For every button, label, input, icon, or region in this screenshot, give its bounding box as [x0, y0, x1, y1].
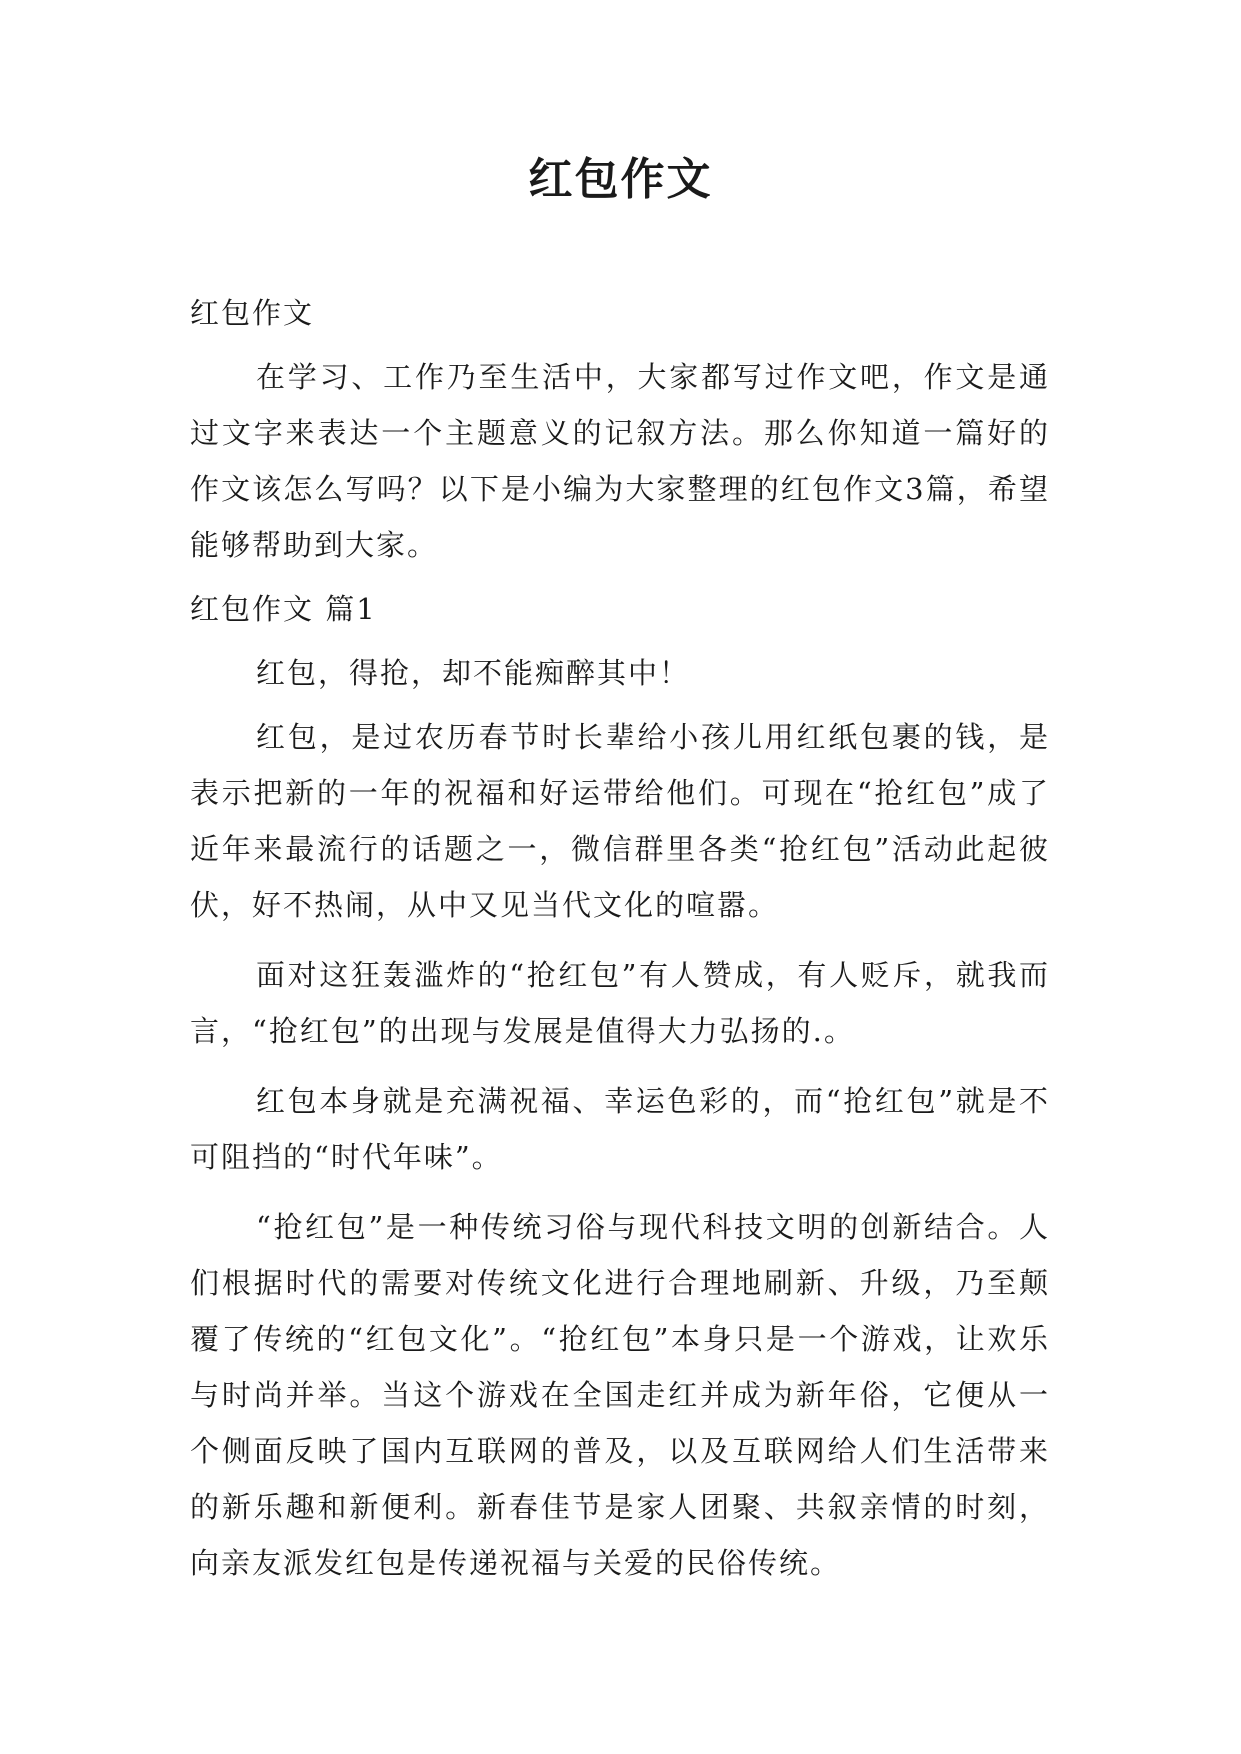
document-title: 红包作文 — [528, 154, 713, 205]
intro-paragraph: 在学习、工作乃至生活中，大家都写过作文吧，作文是通过文字来表达一个主题意义的记叙方法。那么你知道一篇好的作文该怎么写吗？以下是小编为大家整理的红包作文3篇，希望能够帮助到大家。 — [190, 360, 1050, 562]
section-heading: 红包作文 篇1 — [190, 592, 377, 626]
body-paragraph-3: 面对这狂轰滥炸的“抢红包”有人赞成，有人贬斥，就我而言，“抢红包”的出现与发展是值得大力弘扬的.。 — [190, 958, 1050, 1048]
body-paragraph-2: 红包，是过农历春节时长辈给小孩儿用红纸包裹的钱，是表示把新的一年的祝福和好运带给他们。可现在“抢红包”成了近年来最流行的话题之一，微信群里各类“抢红包”活动此起彼伏，好不热闹，从中又见当代文化的喧嚣。 — [190, 720, 1050, 922]
body-paragraph-1: 红包，得抢，却不能痴醉其中！ — [256, 656, 691, 690]
document-subtitle: 红包作文 — [190, 296, 315, 330]
document-body — [190, 285, 1050, 1591]
body-paragraph-4: 红包本身就是充满祝福、幸运色彩的，而“抢红包”就是不可阻挡的“时代年味”。 — [190, 1084, 1050, 1174]
body-paragraph-5: “抢红包”是一种传统习俗与现代科技文明的创新结合。人们根据时代的需要对传统文化进行合理地刷新、升级，乃至颠覆了传统的“红包文化”。“抢红包”本身只是一个游戏，让欢乐与时尚并举。当这个游戏在全国走红并成为新年俗，它便从一个侧面反映了国内互联网的普及，以及互联网给人们生活带来的新乐趣和新便利。新春佳节是家人团聚、共叙亲情的时刻，向亲友派发红包是传递祝福与关爱的民俗传统。 — [190, 1210, 1050, 1580]
